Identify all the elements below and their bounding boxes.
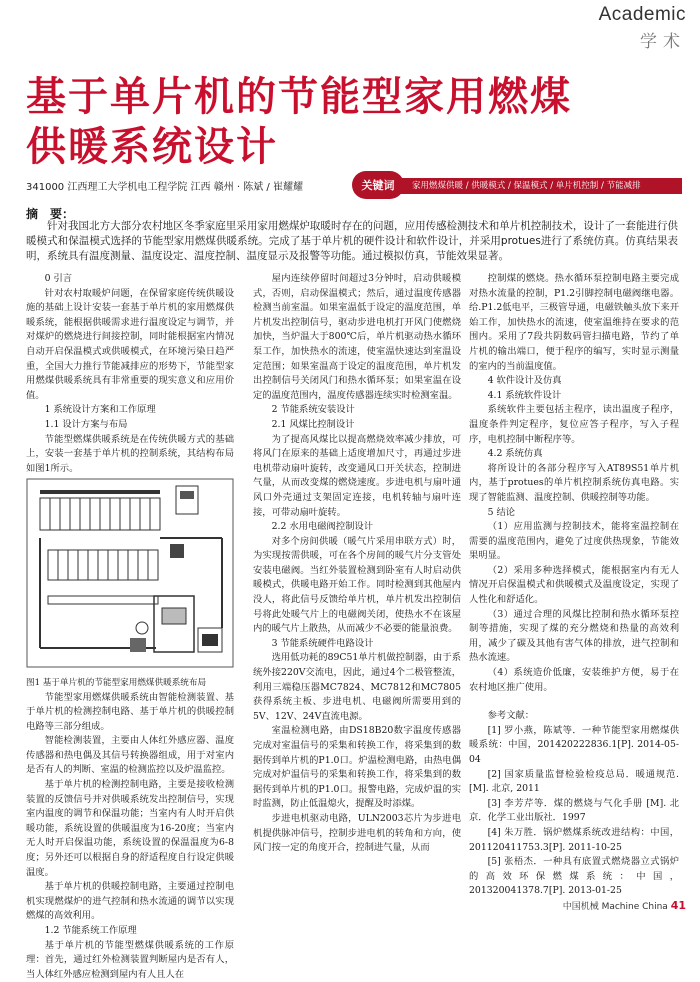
title-line-1: 基于单片机的节能型家用燃煤: [26, 74, 572, 120]
article-title: [26, 72, 676, 172]
paragraph: 节能型家用燃煤供暖系统由智能检测装置、基于单片机的检测控制电路、基于单片机的供暖控制电路等三部分组成。: [26, 691, 234, 732]
page-footer: [563, 899, 686, 912]
paragraph: 基于单片机的节能型燃煤供暖系统的工作原理：首先，通过红外检测装置判断屋内是否有人，当人体红外感应检测到屋内有人且人在: [26, 939, 234, 980]
paragraph: 5 结论: [487, 506, 516, 518]
reference-item: [4] 朱万胜．锅炉燃煤系统改进结构：中国，201120411753.3[P]. 2011-10-25: [469, 826, 679, 853]
paragraph: （1）应用监测与控制技术，能将室温控制在需要的温度范围内，避免了过度供热现象，节能效果明显。: [469, 521, 679, 562]
column-2: [253, 272, 461, 856]
section-label-cn: 学术: [640, 32, 686, 52]
paragraph: 3 节能系统硬件电路设计: [271, 637, 374, 649]
keywords-bar: 家用燃煤供暖 / 供暖模式 / 保温模式 / 单片机控制 / 节能减排: [400, 178, 682, 194]
page-number: 41: [670, 899, 686, 912]
paragraph: 2 节能系统安装设计: [271, 404, 355, 416]
paragraph: 0 引言: [44, 273, 73, 284]
paragraph: 2.1 风煤比控制设计: [271, 418, 355, 430]
section-header: [599, 4, 686, 52]
paragraph: 智能检测装置，主要由人体红外感应器、温度传感器和热电偶及其信号转换器组成，用于对室内是否有人的判断、室温的检测监控以及炉温监控。: [26, 735, 234, 776]
keywords-badge: 关键词: [352, 171, 404, 199]
author-affiliation: 341000 江西理工大学机电工程学院 江西 赣州 · 陈斌 / 崔耀耀: [26, 182, 303, 193]
title-line-2: 供暖系统设计: [26, 124, 278, 170]
reference-item: [5] 张梧杰．一种具有底置式燃烧器立式锅炉的高效环保燃煤系统：中国，201320041378.7[P]. 2013-01-25: [469, 856, 679, 897]
paragraph: 1.1 设计方案与布局: [44, 418, 128, 430]
paragraph: 4 软件设计及仿真: [487, 375, 562, 387]
paragraph: 选用低功耗的89C51单片机做控制器，由于系统外接220V交流电，因此，通过4个二极管整流，利用三端稳压器MC7824、MC7812和MC7805获得系统主板、步进电机、电磁阀所需要用到的5V、12V、24V直流电源。: [253, 652, 461, 722]
paragraph: （4）系统造价低廉，安装维护方便，易于在农村地区推广使用。: [469, 667, 679, 693]
paragraph: 系统软件主要包括主程序，读出温度子程序，温度条件判定程序，复位应答子程序，写入子程序，电机控制中断程序等。: [469, 404, 679, 445]
paragraph: 屋内连续停留时间超过3分钟时，启动供暖模式，否则，启动保温模式；然后，通过温度传感器检测当前室温。如果室温低于设定的温度范围，单片机发出控制信号，驱动步进电机打开风门使燃烧加快，当炉温大于800℃后，单片机驱动热水循环泵工作，加快热水的流速，使室温快速达到室温设定范围；如果室温高于设定的温度范围，单片机发出控制信号关闭风门和热水循环泵；如果室温在设定的温度范围内，温度传感器连续实时检测室温。: [253, 273, 461, 401]
paragraph: 室温检测电路，由DS18B20数字温度传感器完成对室温信号的采集和转换工作，将采集到的数据传到单片机的P1.0口。炉温检测电路，由热电偶完成对炉温信号的采集和转换工作，将采集到的数据传到单片机的P1.0口。报警电路，完成炉温的实时监测，防止低温熄火，提醒及时添煤。: [253, 725, 461, 810]
paragraph: 4.1 系统软件设计: [487, 389, 562, 401]
journal-name: 中国机械 Machine China: [562, 902, 668, 912]
column-1: [26, 272, 234, 982]
paragraph: 为了提高风煤比以提高燃烧效率减少排放，可将风门在原来的基础上适度增加尺寸，再通过步进电机带动扇叶旋转，改变通风口开关状态，控制进气量，从而改变煤的燃烧速度。步进电机与扇叶通风口外壳通过支架固定连接，电机转轴与扇叶连接，可带动扇叶旋转。: [253, 433, 461, 518]
figure-caption: 图1 基于单片机的节能型家用燃煤供暖系统布局: [26, 677, 207, 688]
paragraph: 1.2 节能系统工作原理: [44, 925, 137, 936]
figure-1-layout-diagram: [26, 478, 234, 668]
paragraph: 针对农村取暖炉问题，在保留家庭传统供暖设施的基础上设计安装一套基于单片机的家用燃煤供暖系统，能根据供暖需求进行温度设定与调节，并对煤炉的燃烧进行间接控制，同时能根据室内情况自动开启保温模式或供暖模式，在环境污染日趋严重，全国大力推行节能减排应的形势下，节能型家用燃煤供暖系统具有非常重要的现实意义和应用价值。: [26, 287, 234, 401]
references-heading: 参考文献：: [487, 710, 535, 722]
paragraph: 4.2 系统仿真: [487, 448, 543, 460]
abstract-text: 针对我国北方大部分农村地区冬季家庭里采用家用燃煤炉取暖时存在的问题，应用传感检测技术和单片机控制技术，设计了一套能进行供暖模式和保温模式选择的节能型家用燃煤供暖系统。完成了基于单片机的硬件设计和软件设计，并采用protues进行了系统仿真。仿真结果表明，系统具有温度测量、温度设定、温度控制、温度显示及报警等功能。通过模拟仿真，节能效果显著。: [26, 220, 678, 262]
reference-item: [1] 罗小燕，陈斌等．一种节能型家用燃煤供暖系统：中国，201420222836.1[P]. 2014-05-04: [469, 724, 679, 765]
abstract-label: 摘 要：: [26, 207, 75, 221]
paragraph: （3）通过合理的风煤比控制和热水循环泵控制等措施，实现了煤的充分燃烧和热量的高效利用，减少了碳及其他有害气体的排放，进气控制和热水流速。: [469, 608, 679, 664]
column-3: [469, 272, 679, 899]
paragraph: 1 系统设计方案和工作原理: [44, 404, 156, 416]
paragraph: 节能型燃煤供暖系统是在传统供暖方式的基础上，安装一套基于单片机的控制系统，其结构布局如图1所示。: [26, 433, 234, 474]
paragraph: 将所设计的各部分程序写入AT89S51单片机内，基于protues的单片机控制系统仿真电路。实现了智能监测、温度控制、供暖控制等功能。: [469, 462, 679, 503]
reference-item: [3] 李芳芹等．煤的燃烧与气化手册 [M]. 北京．化学工业出版社．1997: [469, 797, 679, 824]
reference-item: [2] 国家质量监督检验检疫总局．暖通规范. [M]. 北京, 2011: [469, 768, 679, 795]
paragraph: 基于单片机的供暖控制电路，主要通过控制电机实现燃煤炉的进气控制和热水流通的调节以实现燃煤的高效利用。: [26, 881, 234, 922]
paragraph: 基于单片机的检测控制电路，主要是接收检测装置的反馈信号并对供暖系统发出控制信号，实现室内温度的调节和保温功能；当室内有人时开启供暖功能，系统设置的供暖温度为16-20度；当室内无人时开启保温功能，系统设置的保温温度为6-8度；另外还可以根据自身的舒适程度自行设定供暖温度。: [26, 779, 234, 878]
paragraph: （2）采用多种选择模式，能根据室内有无人情况开启保温模式和供暖模式及温度设定，实现了人性化和舒适化。: [469, 564, 679, 606]
paragraph: 2.2 水用电磁阀控制设计: [271, 521, 374, 533]
paragraph: 控制煤的燃烧。热水循环泵控制电路主要完成对热水流量的控制，P1.2引脚控制电磁阀继电器。给.P1.2低电平，三极管导通，电磁铁触头放下来开始工作，加快热水的流速，使室温维持在要求的范围内。采用了7段共阴数码管扫描电路，节约了单片机的输出端口，便于程序的编写，实时显示测量的室内的当前温度值。: [469, 273, 679, 372]
paragraph: 对多个房间供暖（暖气片采用串联方式）时，为实现按需供暖，可在各个房间的暖气片分支管处安装电磁阀。当红外装置检测到卧室有人时启动供暖模式，供暖电路开始工作。同时检测到其他屋内没人，将此信号反馈给单片机，单片机发出控制信号将此处暖气片上的电磁阀关闭，使热水不在该屋内的暖气片上散热，从而减少不必要的能量浪费。: [253, 535, 461, 635]
section-label-en: Academic: [598, 4, 686, 25]
paragraph: 步进电机驱动电路，ULN2003芯片为步进电机提供脉冲信号，控制步进电机的转角和方向，使风门按一定的角度开合，控制进气量，从而: [253, 812, 461, 854]
